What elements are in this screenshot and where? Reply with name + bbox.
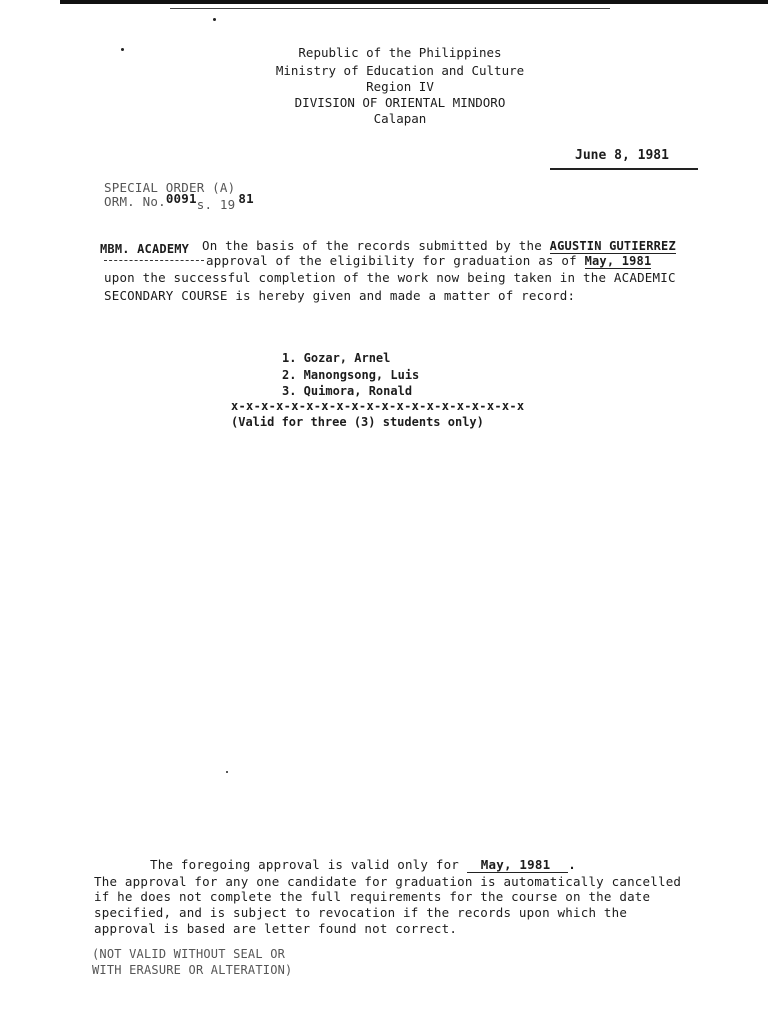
header-region: Region IV <box>366 79 434 94</box>
body-text-1b: approval of the eligibility for graduation as of <box>206 253 577 268</box>
order-number-prefix: ORM. No. <box>104 194 166 209</box>
footer-text-3: if he does not complete the full requirements for the course on the date <box>94 889 651 904</box>
date-underline <box>550 168 698 170</box>
seal-note-1: (NOT VALID WITHOUT SEAL OR <box>92 947 286 961</box>
ink-speck <box>121 48 124 51</box>
order-series-prefix: s. 19 <box>196 197 236 212</box>
order-number: 0091 <box>165 191 197 206</box>
footer-text-2: The approval for any one candidate for graduation is automatically cancelled <box>94 874 682 889</box>
body-text-1c: upon the successful completion of the work now being taken in the ACADEMIC <box>104 270 676 285</box>
header-republic: Republic of the Philippines <box>298 45 502 60</box>
school-name: MBM. ACADEMY <box>100 242 190 256</box>
seal-note-2: WITH ERASURE OR ALTERATION) <box>92 963 293 977</box>
header-ministry: Ministry of Education and Culture <box>275 63 525 78</box>
valid-note: (Valid for three (3) students only) <box>231 415 484 429</box>
ink-speck <box>226 771 228 773</box>
body-line2 <box>206 253 651 268</box>
body-text-1a: On the basis of the records submitted by the <box>202 238 542 253</box>
top-thin-line <box>170 8 610 9</box>
principal-name: AGUSTIN GUTIERREZ <box>549 239 676 253</box>
order-number-line <box>104 191 254 212</box>
order-series-year: 81 <box>238 191 254 206</box>
ink-speck <box>213 18 216 21</box>
footer-text-1a: The foregoing approval is valid only for <box>150 857 460 872</box>
student-item-2: 2. Manongsong, Luis <box>282 368 420 382</box>
footer-text-4: specified, and is subject to revocation if the records upon which the <box>94 905 628 920</box>
body-text-1d: SECONDARY COURSE is hereby given and made a matter of record: <box>104 288 576 303</box>
header-division: DIVISION OF ORIENTAL MINDORO <box>294 95 506 110</box>
footer-line1: The foregoing approval is valid only for May, 1981 . <box>150 857 577 872</box>
separator-line: x-x-x-x-x-x-x-x-x-x-x-x-x-x-x-x-x-x-x-x <box>231 399 525 413</box>
student-item-1: 1. Gozar, Arnel <box>282 351 391 365</box>
graduation-date: May, 1981 <box>584 254 652 268</box>
header-city: Calapan <box>373 111 427 126</box>
top-border-line <box>60 0 768 4</box>
validity-date: May, 1981 <box>467 857 569 873</box>
blank-line <box>104 260 204 261</box>
body-line1 <box>202 238 676 253</box>
student-item-3: 3. Quimora, Ronald <box>282 384 413 398</box>
document-date: June 8, 1981 <box>575 148 669 163</box>
footer-text-5: approval is based are letter found not correct. <box>94 921 458 936</box>
order-label: SPECIAL ORDER (A) <box>104 180 236 195</box>
